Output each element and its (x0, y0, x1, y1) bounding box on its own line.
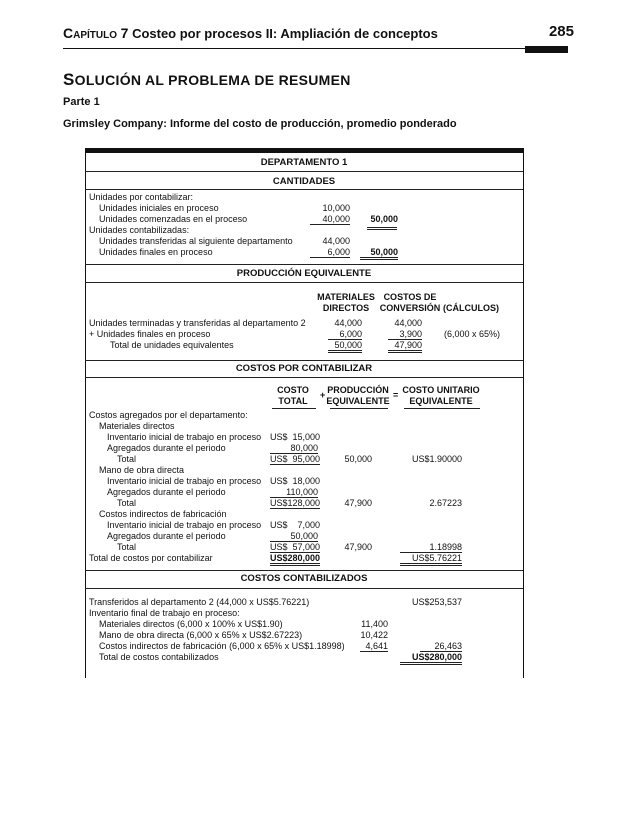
col-underline (404, 408, 480, 409)
oh-begin-label: Inventario inicial de trabajo en proceso (107, 520, 262, 530)
started-label: Unidades comenzadas en el proceso (99, 214, 248, 224)
dl-label: Mano de obra directa (99, 465, 185, 475)
dm-label: Materiales directos (99, 421, 175, 431)
dm-total: US$ 95,000 (270, 454, 321, 464)
dm-added-label: Agregados durante el periodo (107, 443, 226, 453)
ca-grand-value: US$280,000 (400, 652, 462, 665)
ca-grand-label: Total de costos contabilizados (99, 652, 219, 662)
divider (85, 588, 523, 589)
eq-row1-label: Unidades terminadas y transferidas al departamento 2 (89, 318, 306, 328)
col-calc: (CÁLCULOS) (443, 303, 499, 313)
col-eq-2: EQUIVALENTE (326, 396, 390, 406)
page-number: 285 (548, 23, 574, 40)
grand-label: Total de costos por contabilizar (89, 553, 213, 563)
wip-begin-label: Unidades iniciales en proceso (99, 203, 219, 213)
col-eq-1: PRODUCCIÓN (327, 385, 389, 395)
costs-to-account-heading: COSTOS POR CONTABILIZAR (235, 363, 373, 374)
total-to-account: 50,000 (370, 214, 398, 224)
eq-row2-label: + Unidades finales en proceso (89, 329, 211, 339)
chapter-title: Costeo por procesos II: Ampliación de conceptos (132, 26, 438, 41)
dm-added: 80,000 (270, 443, 318, 454)
header-block (525, 46, 568, 53)
dl-eq: 47,900 (344, 498, 372, 508)
grand-total: US$280,000 (270, 553, 320, 566)
oh-label: Costos indirectos de fabricación (99, 509, 227, 519)
ca-dm-label: Materiales directos (6,000 x 100% x US$1.90) (99, 619, 283, 629)
accounted-label: Unidades contabilizadas: (89, 225, 190, 235)
started-value: 40,000 (310, 214, 350, 225)
eq-row3-conv: 47,900 (388, 340, 422, 353)
ending-label: Unidades finales en proceso (99, 247, 213, 257)
divider (85, 264, 523, 265)
ca-dl-value: 10,422 (360, 630, 388, 640)
costs-accounted-heading: COSTOS CONTABILIZADOS (240, 573, 368, 584)
ca-transferred-value: US$253,537 (411, 597, 462, 607)
col-unit-1: COSTO UNITARIO (402, 385, 480, 395)
report-title: Grimsley Company: Informe del costo de producción, promedio ponderado (63, 118, 457, 130)
col-unit-2: EQUIVALENTE (409, 396, 473, 406)
oh-unit: 1.18998 (400, 542, 462, 553)
dm-total-label: Total (117, 454, 137, 464)
transferred-label: Unidades transferidas al siguiente departamento (99, 236, 293, 246)
col-materials-1: MATERIALES (317, 292, 375, 302)
dl-added-label: Agregados durante el periodo (107, 487, 226, 497)
to-account-label: Unidades por contabilizar: (89, 192, 194, 202)
equals-sign: = (393, 390, 399, 400)
dl-begin-label: Inventario inicial de trabajo en proceso (107, 476, 262, 486)
dl-unit: 2.67223 (429, 498, 462, 508)
header-rule (63, 48, 568, 49)
double-underline (367, 227, 397, 228)
oh-eq: 47,900 (344, 542, 372, 552)
divider (85, 282, 523, 283)
ca-ending-label: Inventario final de trabajo en proceso: (89, 608, 240, 618)
quantities-heading: CANTIDADES (272, 176, 336, 187)
ca-dl-label: Mano de obra directa (6,000 x 65% x US$2.67223) (99, 630, 303, 640)
plus-sign: + (320, 390, 326, 400)
dl-total: US$128,000 (270, 498, 321, 508)
added-label: Costos agregados por el departamento: (89, 410, 248, 420)
dm-eq: 50,000 (344, 454, 372, 464)
section-title-cap: S (63, 70, 75, 89)
total-accounted: 50,000 (360, 247, 398, 260)
grand-unit: US$5.76221 (400, 553, 462, 566)
eq-row2-mat: 6,000 (328, 329, 362, 340)
oh-added-label: Agregados durante el periodo (107, 531, 226, 541)
col-conversion-1: COSTOS DE (383, 292, 437, 302)
ca-transferred-label: Transferidos al departamento 2 (44,000 x US$5.76221) (89, 597, 310, 607)
divider (85, 189, 523, 190)
equivalent-heading: PRODUCCIÓN EQUIVALENTE (236, 268, 372, 279)
section-title-rest: OLUCIÓN AL PROBLEMA DE RESUMEN (74, 72, 351, 88)
eq-row2-calc: (6,000 x 65%) (444, 329, 501, 339)
section-title (63, 70, 351, 90)
eq-row1-mat: 44,000 (334, 318, 362, 328)
col-underline (272, 408, 316, 409)
eq-row3-mat: 50,000 (328, 340, 362, 353)
divider (85, 360, 523, 361)
part-label: Parte 1 (63, 96, 100, 108)
ca-dm-value: 11,400 (361, 619, 388, 629)
ca-ending-total: 26,463 (420, 641, 462, 652)
dm-begin-label: Inventario inicial de trabajo en proceso (107, 432, 262, 442)
chapter-word: APÍTULO (73, 30, 118, 41)
double-underline (367, 229, 397, 230)
oh-begin: US$ 7,000 (270, 520, 321, 530)
oh-total: US$ 57,000 (270, 542, 321, 552)
ending-value: 6,000 (310, 247, 350, 258)
dm-begin: US$ 15,000 (270, 432, 321, 442)
col-underline (330, 408, 388, 409)
wip-begin-value: 10,000 (322, 203, 350, 213)
divider (85, 377, 523, 378)
ca-oh-label: Costos indirectos de fabricación (6,000 x 65% x US$1.18998) (99, 641, 345, 651)
dl-added: 110,000 (270, 487, 318, 498)
chapter-prefix: C (63, 25, 74, 41)
col-total-1: COSTO (277, 385, 309, 395)
dl-total-label: Total (117, 498, 137, 508)
col-conversion-2: CONVERSIÓN (379, 303, 441, 313)
oh-added: 50,000 (270, 531, 318, 542)
eq-row2-conv: 3,900 (388, 329, 422, 340)
divider (85, 570, 523, 571)
transferred-value: 44,000 (322, 236, 350, 246)
chapter-number: 7 (120, 25, 129, 41)
eq-row1-conv: 44,000 (394, 318, 422, 328)
chapter-header (63, 25, 438, 41)
dl-begin: US$ 18,000 (270, 476, 321, 486)
oh-total-label: Total (117, 542, 137, 552)
divider (85, 171, 523, 172)
report-top-bar (85, 148, 523, 153)
col-materials-2: DIRECTOS (322, 303, 370, 313)
department-heading: DEPARTAMENTO 1 (260, 157, 348, 168)
ca-oh-value: 4,641 (360, 641, 388, 652)
eq-row3-label: Total de unidades equivalentes (110, 340, 234, 350)
col-total-2: TOTAL (278, 396, 308, 406)
dm-unit: US$1.90000 (411, 454, 462, 464)
